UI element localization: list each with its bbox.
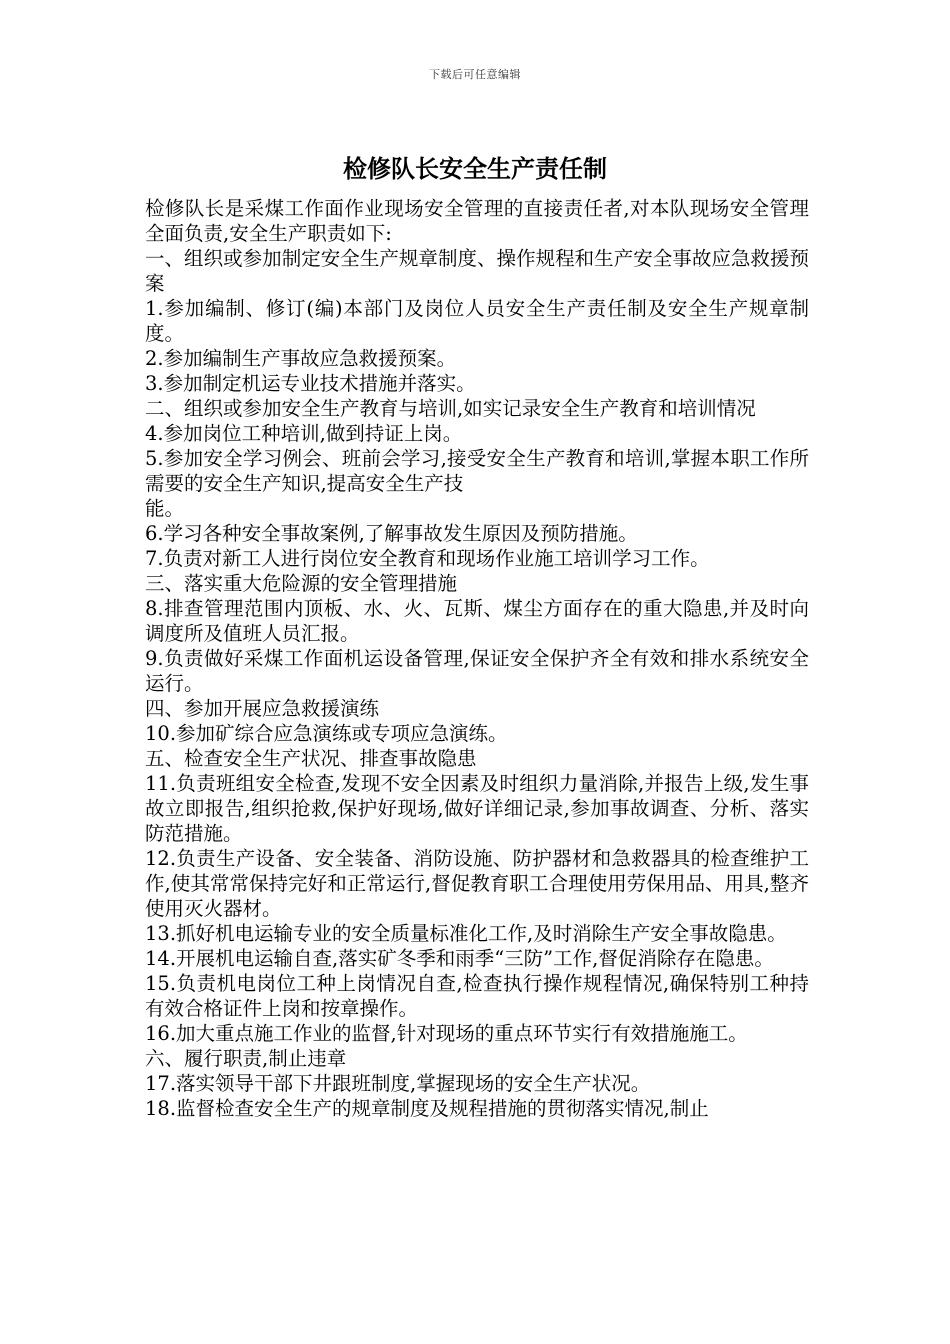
list-item-6: 6.学习各种安全事故案例,了解事故发生原因及预防措施。 xyxy=(145,522,638,545)
list-item-1: 1.参加编制、修订(编)本部门及岗位人员安全生产责任制及安全生产规章制度。 xyxy=(145,297,809,345)
list-item-17: 17.落实领导干部下井跟班制度,掌握现场的安全生产状况。 xyxy=(145,1072,651,1095)
list-item-9: 9.负责做好采煤工作面机运设备管理,保证安全保护齐全有效和排水系统安全运行。 xyxy=(145,647,809,695)
list-item-18: 18.监督检查安全生产的规章制度及规程措施的贯彻落实情况,制止 xyxy=(145,1097,709,1120)
list-item-4: 4.参加岗位工种培训,做到持证上岗。 xyxy=(145,422,463,445)
list-item-8: 8.排查管理范围内顶板、水、火、瓦斯、煤尘方面存在的重大隐患,并及时向调度所及值班人员汇报。 xyxy=(145,597,809,645)
list-item-7: 7.负责对新工人进行岗位安全教育和现场作业施工培训学习工作。 xyxy=(145,547,710,570)
list-item-2: 2.参加编制生产事故应急救援预案。 xyxy=(145,347,457,370)
intro-paragraph: 检修队长是采煤工作面作业现场安全管理的直接责任者,对本队现场安全管理全面负责,安全生产职责如下: xyxy=(145,197,809,245)
document-body xyxy=(145,196,809,1121)
header-note: 下载后可任意编辑 xyxy=(429,68,521,81)
section-heading-3: 三、落实重大危险源的安全管理措施 xyxy=(145,572,458,595)
list-item-12: 12.负责生产设备、安全装备、消防设施、防护器材和急救器具的检查维护工作,使其常常保持完好和正常运行,督促教育职工合理使用劳保用品、用具,整齐使用灭火器材。 xyxy=(145,847,809,920)
list-item-11: 11.负责班组安全检查,发现不安全因素及时组织力量消除,并报告上级,发生事故立即报告,组织抢救,保护好现场,做好详细记录,参加事故调查、分析、落实防范措施。 xyxy=(145,772,809,845)
section-heading-4: 四、参加开展应急救援演练 xyxy=(145,697,380,720)
list-item-16: 16.加大重点施工作业的监督,针对现场的重点环节实行有效措施施工。 xyxy=(145,1022,748,1045)
section-heading-5: 五、检查安全生产状况、排查事故隐患 xyxy=(145,747,477,770)
list-item-5: 5.参加安全学习例会、班前会学习,接受安全生产教育和培训,掌握本职工作所需要的安全生产知识,提高安全生产技 xyxy=(145,447,809,495)
list-item-3: 3.参加制定机运专业技术措施并落实。 xyxy=(145,372,476,395)
section-heading-1: 一、组织或参加制定安全生产规章制度、操作规程和生产安全事故应急救援预案 xyxy=(145,247,809,295)
list-item-10: 10.参加矿综合应急演练或专项应急演练。 xyxy=(145,722,508,745)
document-title: 检修队长安全生产责任制 xyxy=(343,155,607,183)
section-heading-2: 二、组织或参加安全生产教育与培训,如实记录安全生产教育和培训情况 xyxy=(145,397,756,420)
list-item-5-continued: 能。 xyxy=(145,497,185,520)
list-item-14: 14.开展机电运输自查,落实矿冬季和雨季“三防”工作,督促消除存在隐患。 xyxy=(145,947,774,970)
section-heading-6: 六、履行职责,制止违章 xyxy=(145,1047,347,1070)
list-item-13: 13.抓好机电运输专业的安全质量标准化工作,及时消除生产安全事故隐患。 xyxy=(145,922,787,945)
list-item-15: 15.负责机电岗位工种上岗情况自查,检查执行操作规程情况,确保特别工种持有效合格证件上岗和按章操作。 xyxy=(145,972,809,1020)
